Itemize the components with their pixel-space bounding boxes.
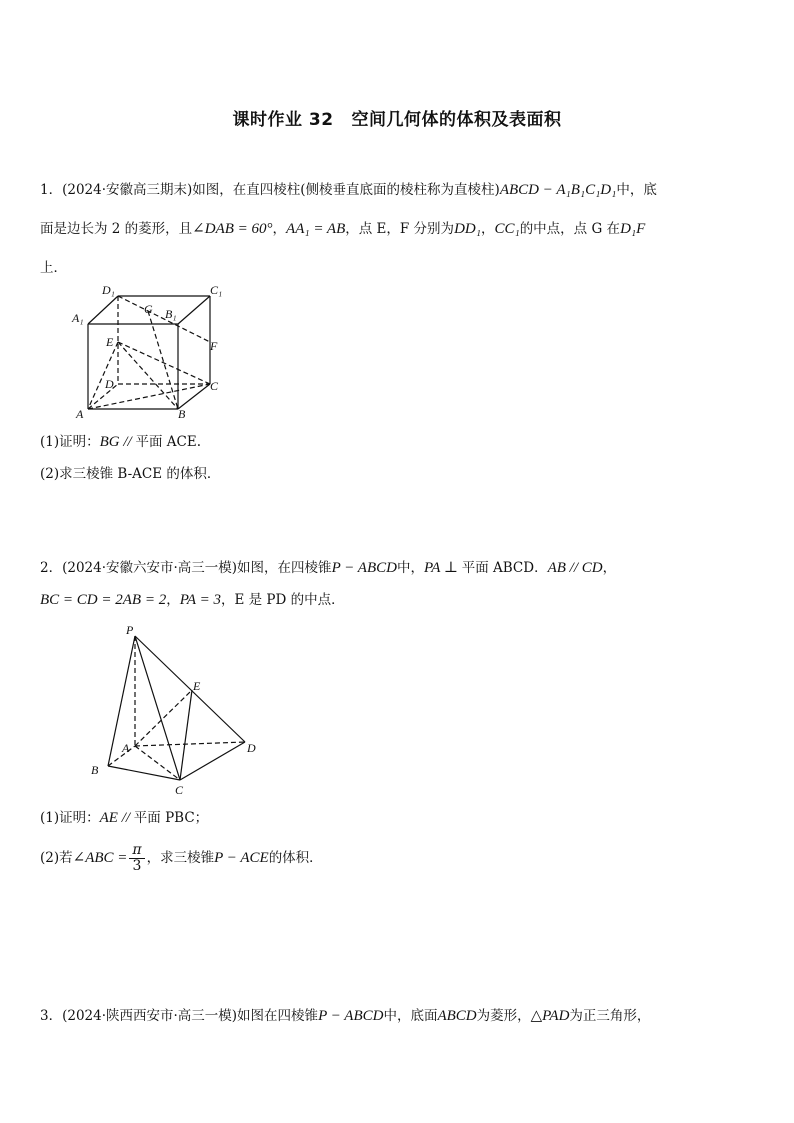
q1-line1: 1．(2024·安徽高三期末)如图，在直四棱柱(侧棱垂直底面的棱柱称为直棱柱)ABCD − A₁B₁C₁D₁中，底 — [40, 182, 657, 198]
label-A1: A₁ — [72, 311, 84, 325]
pi-over-3-fraction: $\frac{\pi}{3}$ — [129, 843, 144, 874]
label-A: A — [76, 407, 84, 421]
label-B: B — [178, 407, 186, 421]
label-E: E — [193, 679, 201, 693]
label-B: B — [91, 763, 99, 777]
q2-pyramid-figure — [85, 618, 265, 798]
label-D: D — [247, 741, 256, 755]
label-B1: B₁ — [165, 307, 177, 321]
label-D: D — [105, 377, 114, 391]
q2-part2: (2)若∠ABC = $\frac{\pi}{3}$ ，求三棱锥P − ACE的体积． — [40, 842, 323, 874]
label-C1: C₁ — [210, 283, 223, 297]
q2-line2: BC = CD = 2AB = 2，PA = 3，E 是 PD 的中点． — [40, 592, 345, 608]
label-P: P — [126, 623, 134, 637]
q1-prism-figure — [60, 282, 235, 422]
q3-line1: 3．(2024·陕西西安市·高三一模)如图在四棱锥P − ABCD中，底面ABCD为菱形，△PAD为正三角形， — [40, 1008, 651, 1024]
q1-part2: (2)求三棱锥 B-ACE 的体积． — [40, 466, 221, 482]
label-A: A — [122, 741, 130, 755]
page-title — [0, 105, 794, 130]
title-sub: 空间几何体的体积及表面积 — [351, 110, 562, 130]
q1-line2: 面是边长为 2 的菱形，且∠DAB = 60°，AA₁ = AB，点 E，F 分别为DD₁，CC₁的中点，点 G 在D₁F — [40, 221, 646, 237]
q1-part1: (1)证明：BG // 平面 ACE. — [40, 434, 201, 450]
q2-line1: 2．(2024·安徽六安市·高三一模)如图，在四棱锥P − ABCD中，PA ⊥ 平面 ABCD．AB // CD， — [40, 560, 617, 576]
label-D1: D₁ — [102, 283, 115, 297]
label-G: G — [144, 302, 153, 316]
label-C: C — [175, 783, 184, 797]
label-C: C — [210, 379, 219, 393]
label-F: F — [210, 339, 218, 353]
q2-part1: (1)证明：AE // 平面 PBC； — [40, 810, 209, 826]
title-main: 课时作业 32 — [232, 110, 334, 130]
q1-line3: 上． — [40, 260, 67, 276]
label-E: E — [106, 335, 114, 349]
